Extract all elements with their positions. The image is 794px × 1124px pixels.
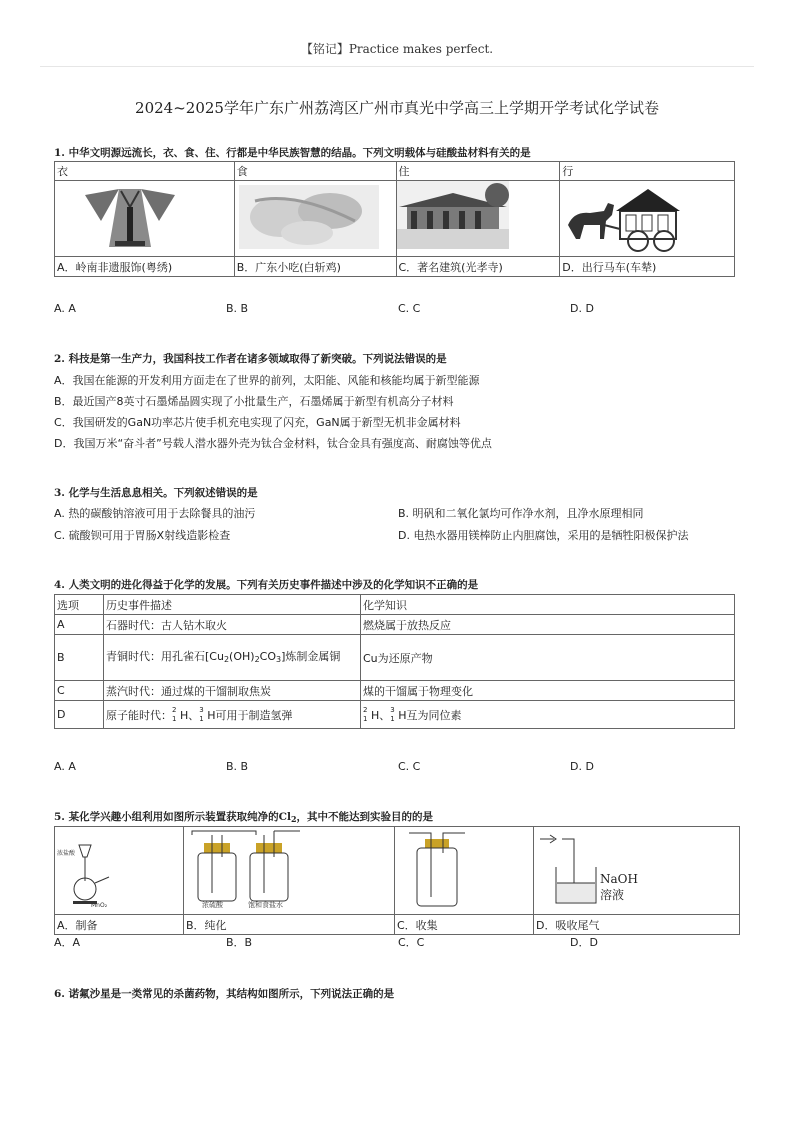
q4-knowledge-cell: [361, 701, 735, 729]
bottle2-label: 饱和食盐水: [248, 901, 283, 909]
q4-header-cell: 历史事件描述: [104, 595, 361, 615]
q5-stem-text: ，其中不能达到实验目的的是: [296, 811, 434, 823]
q5-stem: [54, 809, 433, 824]
header-divider: [40, 66, 754, 67]
q5-image-cell: [55, 827, 184, 915]
q1-answer-option[interactable]: D. D: [570, 302, 594, 315]
mass-number: 2: [363, 705, 368, 714]
q5-caption-cell: C．收集: [395, 915, 534, 935]
q5-answer-option[interactable]: D．D: [570, 936, 598, 949]
q5-answer-option[interactable]: A．A: [54, 936, 81, 949]
q5-answer-option[interactable]: C．C: [398, 936, 425, 949]
atomic-number: 1: [172, 714, 177, 723]
q2-option[interactable]: C．我国研发的GaN功率芯片使手机充电实现了闪充，GaN属于新型无机非金属材料: [54, 416, 461, 429]
q4-header-cell: 选项: [55, 595, 104, 615]
q3-stem: 3. 化学与生活息息相关。下列叙述错误的是: [54, 487, 258, 499]
q6-stem: 6. 诺氟沙星是一类常见的杀菌药物，其结构如图所示，下列说法正确的是: [54, 988, 395, 1000]
q1-image-cell: [396, 181, 560, 257]
isotope-notation: [199, 705, 207, 723]
q2-option[interactable]: A．我国在能源的开发利用方面走在了世界的前列，太阳能、风能和核能均属于新型能源: [54, 374, 480, 387]
page-header-motto: 【铭记】Practice makes perfect.: [300, 42, 494, 56]
isotope-notation: [363, 705, 371, 723]
q4-event-text: ]炼制金属铜: [281, 649, 341, 663]
q4-option-cell: C: [55, 681, 104, 701]
q4-option-cell: B: [55, 635, 104, 681]
q4-option-cell: A: [55, 615, 104, 635]
q3-option[interactable]: A. 热的碳酸钠溶液可用于去除餐具的油污: [54, 507, 256, 520]
q4-knowledge-text: H互为同位素: [398, 708, 462, 722]
q1-header-cell: 行: [560, 162, 735, 181]
flask-label: MnO₂: [91, 902, 108, 909]
atomic-number: 1: [199, 714, 204, 723]
q1-table: [54, 161, 735, 277]
q4-answer-option[interactable]: D. D: [570, 760, 594, 773]
q1-caption-cell: A．岭南非遗服饰(粤绣): [55, 257, 235, 277]
q5-table: [54, 826, 740, 935]
mass-number: 3: [199, 705, 204, 714]
gas-collection-bottle-image: [395, 827, 533, 911]
q4-header-cell: 化学知识: [361, 595, 735, 615]
q5-caption-cell: D．吸收尾气: [534, 915, 740, 935]
q5-image-cell: [395, 827, 534, 915]
q5-image-cell: [184, 827, 395, 915]
gas-washing-bottles-image: [184, 827, 394, 911]
q4-event-text: 原子能时代：: [106, 708, 172, 722]
q1-header-cell: 衣: [55, 162, 235, 181]
q1-header-cell: 食: [234, 162, 396, 181]
q4-event-text: H、: [180, 708, 200, 722]
q4-event-text: H可用于制造氢弹: [207, 708, 293, 722]
isotope-notation: [172, 705, 180, 723]
subscript: 2: [254, 654, 260, 664]
bottle1-label: 浓硫酸: [202, 901, 223, 909]
q1-image-cell: [234, 181, 396, 257]
q4-stem: 4. 人类文明的进化得益于化学的发展。下列有关历史事件描述中涉及的化学知识不正确的是: [54, 579, 479, 591]
food-image: [235, 181, 392, 253]
temple-image: [397, 181, 556, 253]
q5-caption-cell: A．制备: [55, 915, 184, 935]
q1-stem: 1. 中华文明源远流长，衣、食、住、行都是中华民族智慧的结晶。下列文明载体与硅酸盐材料有关的是: [54, 147, 531, 159]
mass-number: 3: [390, 705, 395, 714]
q3-option[interactable]: C. 硫酸钡可用于胃肠X射线造影检查: [54, 529, 231, 542]
q4-table: [54, 594, 735, 729]
atomic-number: 1: [390, 714, 395, 723]
funnel-label: 浓盐酸: [57, 850, 76, 857]
q4-answer-option[interactable]: B. B: [226, 760, 249, 773]
q5-stem-text: 5. 某化学兴趣小组利用如图所示装置获取纯净的Cl: [54, 811, 291, 823]
q4-event-text: (OH): [229, 649, 255, 663]
q4-event-text: CO: [259, 649, 276, 663]
naoh-label: NaOH: [600, 872, 638, 886]
q4-event-cell: 石器时代：古人钻木取火: [104, 615, 361, 635]
q1-caption-cell: D．出行马车(车辇): [560, 257, 735, 277]
q2-stem: 2. 科技是第一生产力，我国科技工作者在诸多领域取得了新突破。下列说法错误的是: [54, 353, 447, 365]
q4-event-cell: 蒸汽时代：通过煤的干馏制取焦炭: [104, 681, 361, 701]
atomic-number: 1: [363, 714, 368, 723]
isotope-notation: [390, 705, 398, 723]
q3-option[interactable]: D. 电热水器用镁棒防止内胆腐蚀，采用的是牺牲阳极保护法: [398, 529, 689, 542]
q4-answer-option[interactable]: A. A: [54, 760, 76, 773]
q1-caption-cell: C．著名建筑(光孝寺): [396, 257, 560, 277]
q1-header-cell: 住: [396, 162, 560, 181]
garment-image: [55, 181, 230, 253]
q1-image-cell: [55, 181, 235, 257]
q5-caption-cell: B．纯化: [184, 915, 395, 935]
q1-answer-option[interactable]: C. C: [398, 302, 421, 315]
q4-knowledge-cell: Cu为还原产物: [361, 635, 735, 681]
chlorine-generator-apparatus-image: [55, 827, 183, 911]
mass-number: 2: [172, 705, 177, 714]
q4-knowledge-cell: 煤的干馏属于物理变化: [361, 681, 735, 701]
naoh-absorption-beaker-image: [534, 827, 739, 911]
q4-answer-option[interactable]: C. C: [398, 760, 421, 773]
q4-option-cell: D: [55, 701, 104, 729]
q2-option[interactable]: B．最近国产8英寸石墨烯晶圆实现了小批量生产，石墨烯属于新型有机高分子材料: [54, 395, 454, 408]
q4-event-text: 青铜时代：用孔雀石[Cu: [106, 649, 224, 663]
solution-label: 溶液: [600, 888, 625, 902]
page-title: 2024~2025学年广东广州荔湾区广州市真光中学高三上学期开学考试化学试卷: [135, 99, 659, 117]
q1-answer-option[interactable]: B. B: [226, 302, 249, 315]
q4-event-cell: [104, 701, 361, 729]
q2-option[interactable]: D．我国万米“奋斗者”号载人潜水器外壳为钛合金材料，钛合金具有强度高、耐腐蚀等优点: [54, 437, 492, 450]
q4-event-cell: [104, 635, 361, 681]
q5-image-cell: [534, 827, 740, 915]
q3-option[interactable]: B. 明矾和二氧化氯均可作净水剂，且净水原理相同: [398, 507, 644, 520]
q1-image-cell: [560, 181, 735, 257]
q4-knowledge-text: H、: [371, 708, 391, 722]
subscript: 3: [276, 654, 282, 664]
carriage-image: [560, 181, 730, 253]
q5-answer-option[interactable]: B．B: [226, 936, 253, 949]
q1-answer-option[interactable]: A. A: [54, 302, 76, 315]
q1-caption-cell: B．广东小吃(白斩鸡): [234, 257, 396, 277]
subscript: 2: [223, 654, 230, 664]
subscript: 2: [290, 814, 297, 824]
q4-knowledge-cell: 燃烧属于放热反应: [361, 615, 735, 635]
